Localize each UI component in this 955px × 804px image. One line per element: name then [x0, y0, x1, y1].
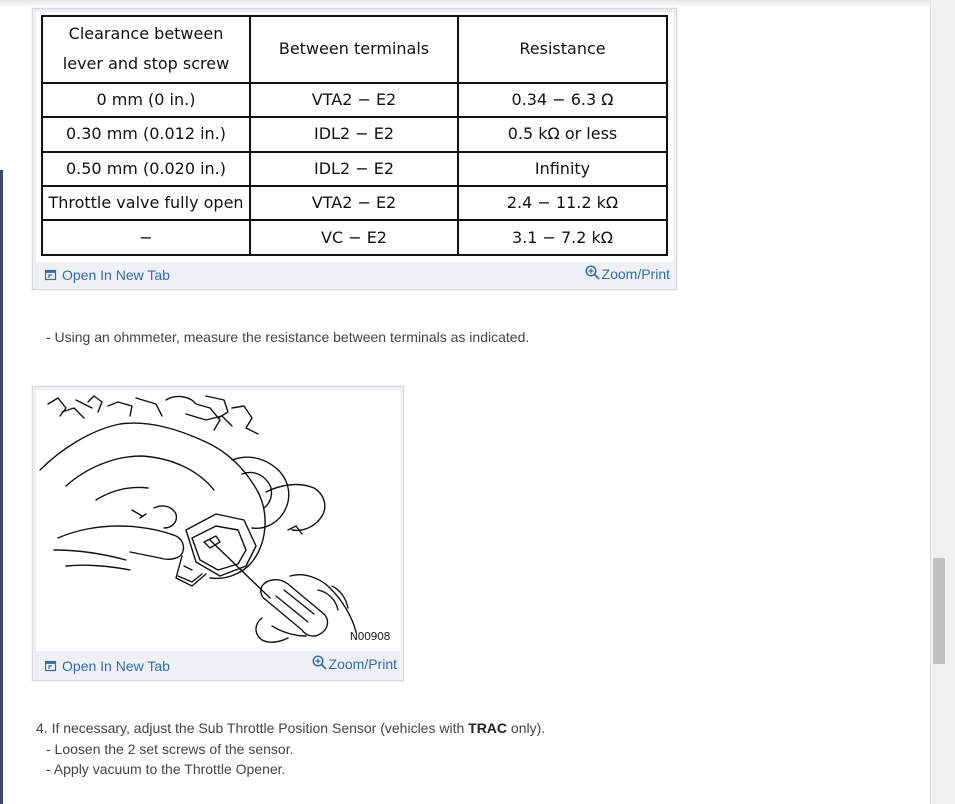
- step-4-bold: TRAC: [468, 720, 508, 736]
- table-cell: IDL2 − E2: [250, 117, 458, 151]
- header-terminals: Between terminals: [250, 16, 458, 83]
- table-cell: VTA2 − E2: [250, 83, 458, 117]
- table-cell: VC − E2: [250, 220, 458, 255]
- top-shadow: [0, 0, 930, 8]
- instruction-ohmmeter: - Using an ohmmeter, measure the resistance between terminals as indicated.: [46, 329, 530, 345]
- table-cell: 0.30 mm (0.012 in.): [42, 117, 250, 151]
- step-4-prefix: 4. If necessary, adjust the Sub Throttle Position Sensor (vehicles with: [36, 720, 469, 736]
- zoom-in-icon: [585, 265, 600, 283]
- sensor-illustration-figure: [32, 386, 404, 681]
- open-in-new-tab-link[interactable]: [45, 267, 170, 284]
- table-row: [42, 220, 667, 255]
- sensor-illustration: [36, 390, 400, 651]
- table-cell: 2.4 − 11.2 kΩ: [458, 186, 667, 220]
- table-row: [42, 117, 667, 151]
- open-in-new-tab-label: Open In New Tab: [62, 658, 170, 674]
- scrollbar-thumb[interactable]: [933, 558, 945, 664]
- step-4-sub-loosen: - Loosen the 2 set screws of the sensor.: [46, 741, 294, 757]
- header-clearance: Clearance between lever and stop screw: [42, 16, 250, 83]
- table-cell: 0.50 mm (0.020 in.): [42, 152, 250, 186]
- resistance-spec-table: [41, 15, 668, 256]
- zoom-in-icon: [312, 655, 327, 673]
- table-cell: Throttle valve fully open: [42, 186, 250, 220]
- open-new-tab-icon: [45, 659, 57, 675]
- zoom-print-link[interactable]: [585, 265, 670, 283]
- step-4-text: [36, 720, 545, 736]
- table-header-row: [42, 16, 667, 83]
- table-cell: −: [42, 220, 250, 255]
- throttle-body-drawing: [36, 390, 400, 651]
- open-in-new-tab-link[interactable]: [45, 658, 170, 675]
- spec-table-figure: [32, 8, 677, 290]
- table-cell: 0.5 kΩ or less: [458, 117, 667, 151]
- table-cell: 0 mm (0 in.): [42, 83, 250, 117]
- open-new-tab-icon: [45, 268, 57, 284]
- figure-code: N00908: [349, 630, 390, 643]
- window-edge: [0, 170, 3, 804]
- zoom-print-label: Zoom/Print: [328, 656, 397, 672]
- step-4-sub-vacuum: - Apply vacuum to the Throttle Opener.: [46, 761, 286, 777]
- table-row: [42, 152, 667, 186]
- spec-table-image: [36, 12, 673, 262]
- table-cell: 0.34 − 6.3 Ω: [458, 83, 667, 117]
- table-cell: Infinity: [458, 152, 667, 186]
- table-cell: VTA2 − E2: [250, 186, 458, 220]
- table-row: [42, 83, 667, 117]
- open-in-new-tab-label: Open In New Tab: [62, 267, 170, 283]
- table-cell: 3.1 − 7.2 kΩ: [458, 220, 667, 255]
- scrollbar-track[interactable]: [930, 0, 955, 804]
- zoom-print-link[interactable]: [312, 655, 397, 673]
- step-4-suffix: only).: [507, 720, 546, 736]
- zoom-print-label: Zoom/Print: [601, 266, 670, 282]
- table-row: [42, 186, 667, 220]
- header-resistance: Resistance: [458, 16, 667, 83]
- table-cell: IDL2 − E2: [250, 152, 458, 186]
